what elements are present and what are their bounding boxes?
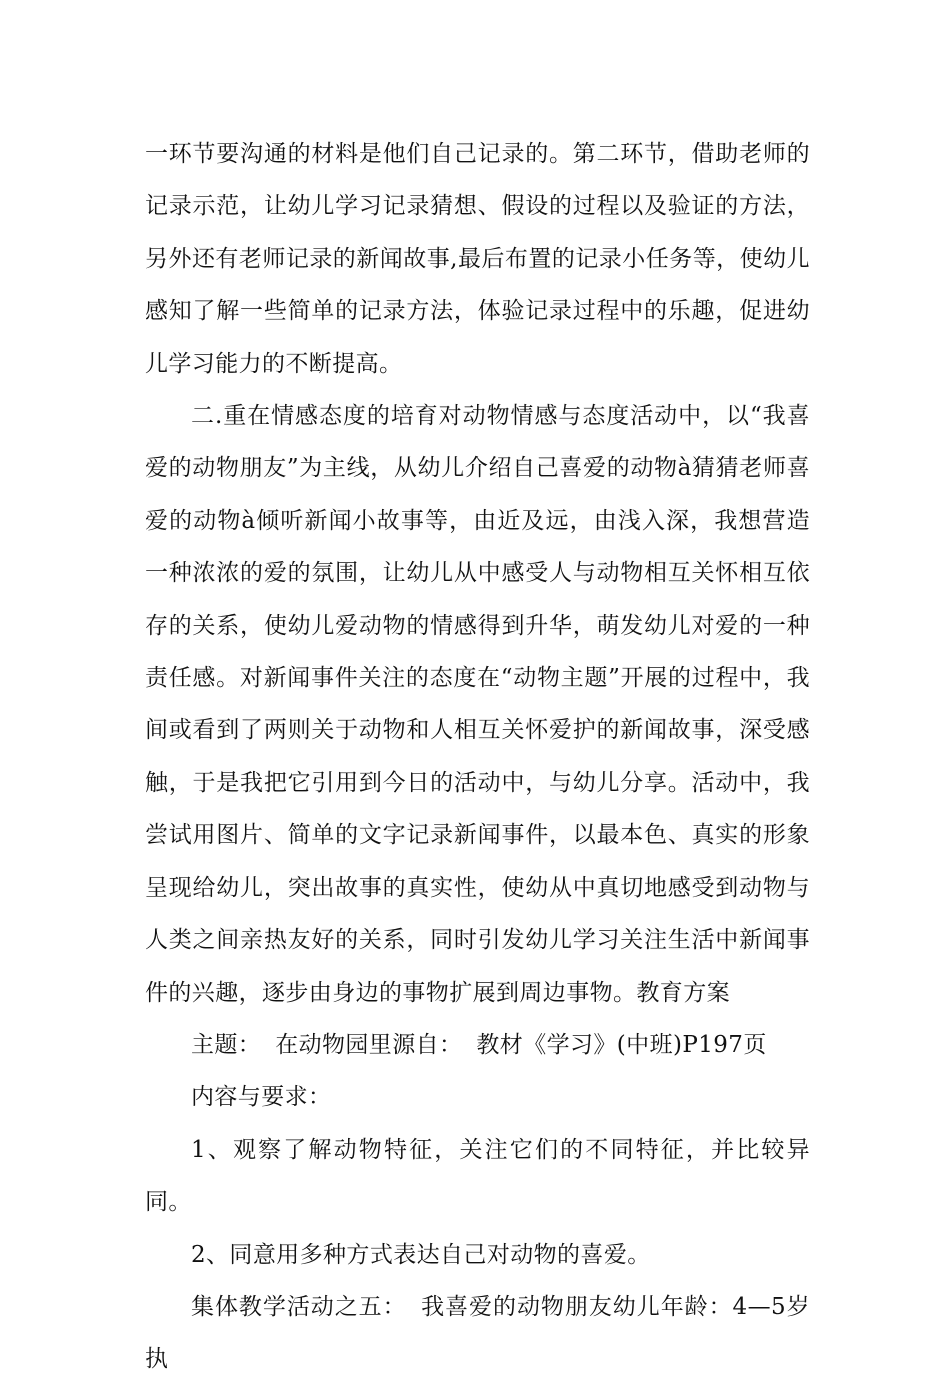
requirement-item-2: 2、同意用多种方式表达自己对动物的喜爱。: [191, 1241, 651, 1268]
theme-line: [145, 1019, 810, 1071]
requirement-item-1: 1、观察了解动物特征，关注它们的不同特征，并比较异同。: [145, 1136, 810, 1216]
theme-label: 主题：: [191, 1031, 262, 1058]
paragraph-recording-methods: 一环节要沟通的材料是他们自己记录的。第二环节，借助老师的记录示范，让幼儿学习记录猜想、假设的过程以及验证的方法，另外还有老师记录的新闻故事,最后布置的记录小任务等，使幼儿感知了解一些简单的记录方法，体验记录过程中的乐趣，促进幼儿学习能力的不断提高。: [145, 141, 810, 377]
activity-line: [145, 1281, 810, 1386]
activity-text: 我喜爱的动物朋友幼儿年龄：4—5岁执: [145, 1293, 810, 1373]
paragraph-emotional-attitude: 二.重在情感态度的培育对动物情感与态度活动中，以“我喜爱的动物朋友”为主线，从幼儿介绍自己喜爱的动物à猜猜老师喜爱的动物à倾听新闻小故事等，由近及远，由浅入深，我想营造一种浓浓的爱的氛围，让幼儿从中感受人与动物相互关怀相互依存的关系，使幼儿爱动物的情感得到升华，萌发幼儿对爱的一种责任感。对新闻事件关注的态度在“动物主题”开展的过程中，我间或看到了两则关于动物和人相互关怀爱护的新闻故事，深受感触，于是我把它引用到今日的活动中，与幼儿分享。活动中，我尝试用图片、简单的文字记录新闻事件，以最本色、真实的形象呈现给幼儿，突出故事的真实性，使幼从中真切地感受到动物与人类之间亲热友好的关系，同时引发幼儿学习关注生活中新闻事件的兴趣，逐步由身边的事物扩展到周边事物。教育方案: [145, 403, 810, 1006]
theme-topic: 在动物园里源自：: [275, 1031, 463, 1058]
theme-source: 教材《学习》(中班)P197页: [476, 1031, 767, 1058]
activity-label: 集体教学活动之五：: [191, 1293, 407, 1320]
requirements-heading: 内容与要求：: [191, 1084, 332, 1111]
document-body: [145, 128, 810, 1386]
